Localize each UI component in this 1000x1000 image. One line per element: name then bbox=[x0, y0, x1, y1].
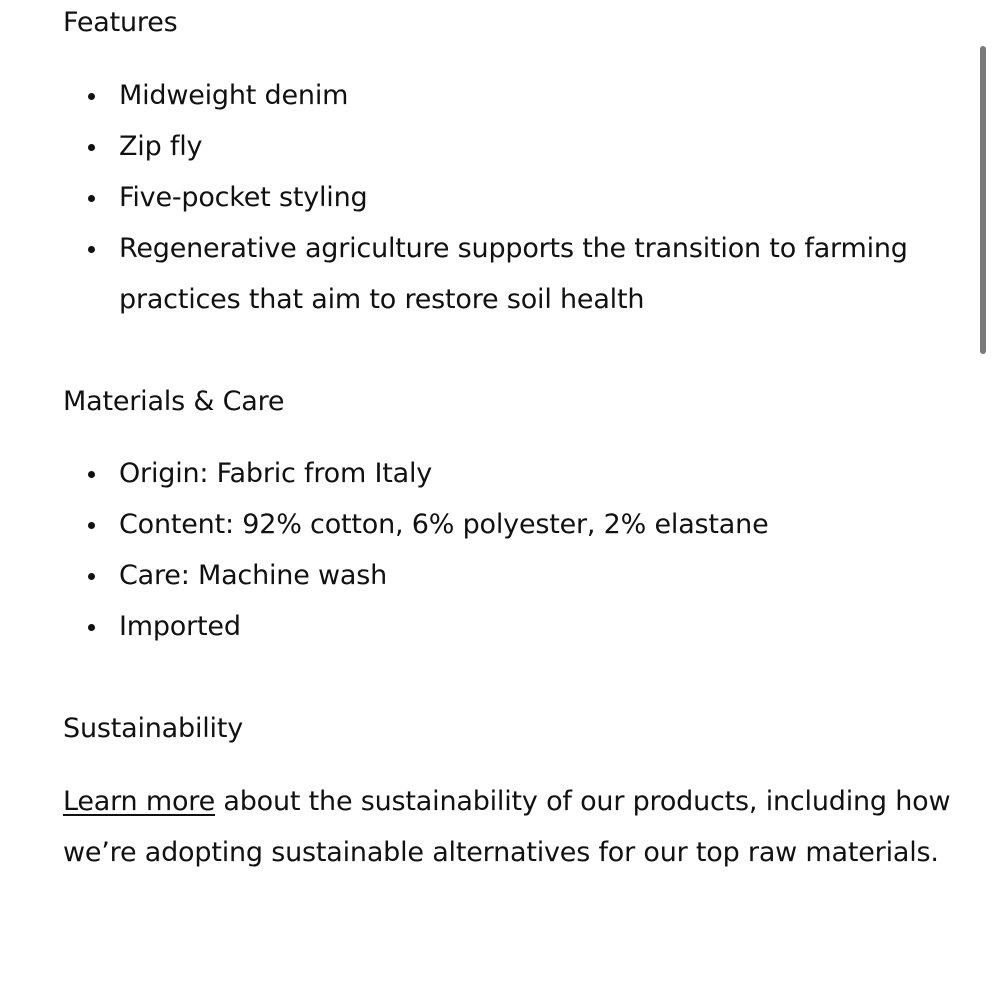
scrollbar-thumb[interactable] bbox=[980, 46, 986, 354]
bullet-icon bbox=[88, 195, 95, 202]
sustainability-body-text: about the sustainability of our products, including how we’re adopting sustainable alternatives for our top raw materials. bbox=[63, 786, 951, 868]
list-item bbox=[63, 223, 943, 325]
list-item bbox=[63, 70, 943, 121]
bullet-icon bbox=[88, 144, 95, 151]
materials-care-list bbox=[63, 448, 943, 652]
features-heading: Features bbox=[63, 7, 178, 38]
materials-item-text: Origin: Fabric from Italy bbox=[119, 458, 433, 489]
features-item-text: Regenerative agriculture supports the transition to farming practices that aim to restore soil health bbox=[119, 233, 908, 315]
features-item-text: Zip fly bbox=[119, 131, 203, 162]
features-list bbox=[63, 70, 943, 325]
scrollbar[interactable] bbox=[986, 0, 994, 1000]
list-item bbox=[63, 601, 943, 652]
sustainability-paragraph bbox=[63, 776, 953, 878]
features-item-text: Five-pocket styling bbox=[119, 182, 368, 213]
sustainability-heading: Sustainability bbox=[63, 713, 244, 744]
list-item bbox=[63, 448, 943, 499]
materials-item-text: Content: 92% cotton, 6% polyester, 2% elastane bbox=[119, 509, 769, 540]
materials-care-heading: Materials & Care bbox=[63, 386, 285, 417]
learn-more-link[interactable]: Learn more bbox=[63, 786, 215, 817]
list-item bbox=[63, 172, 943, 223]
bullet-icon bbox=[88, 573, 95, 580]
bullet-icon bbox=[88, 624, 95, 631]
materials-item-text: Imported bbox=[119, 611, 241, 642]
bullet-icon bbox=[88, 246, 95, 253]
bullet-icon bbox=[88, 522, 95, 529]
list-item bbox=[63, 550, 943, 601]
features-item-text: Midweight denim bbox=[119, 80, 349, 111]
list-item bbox=[63, 121, 943, 172]
bullet-icon bbox=[88, 93, 95, 100]
bullet-icon bbox=[88, 471, 95, 478]
materials-item-text: Care: Machine wash bbox=[119, 560, 388, 591]
list-item bbox=[63, 499, 943, 550]
